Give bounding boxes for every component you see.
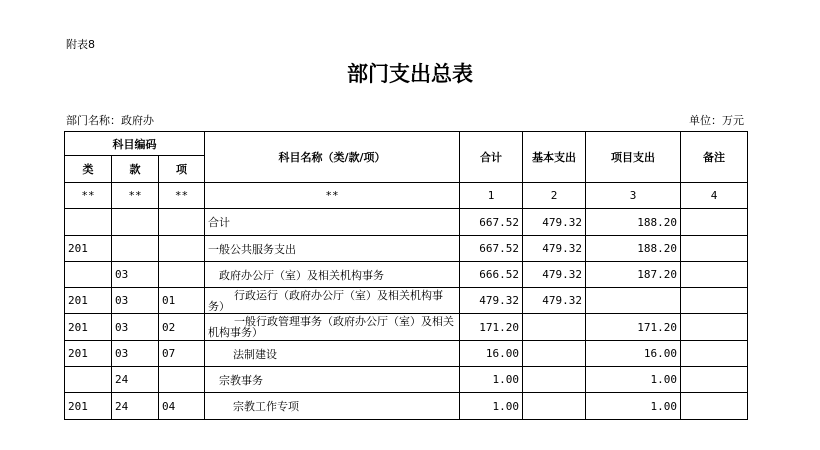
cell-name: 行政运行（政府办公厅（室）及相关机构事务） <box>205 288 460 314</box>
cell-kuan <box>112 236 159 262</box>
cell-basic: 479.32 <box>523 209 586 236</box>
cell-kuan <box>112 209 159 236</box>
cell-lei: 201 <box>65 236 112 262</box>
cell-remark <box>681 262 748 288</box>
cell-name: 政府办公厅（室）及相关机构事务 <box>205 262 460 288</box>
cell-kuan: 03 <box>112 341 159 367</box>
cell-project: 1.00 <box>586 393 681 420</box>
cell-total: 171.20 <box>460 314 523 341</box>
cell-lei: 201 <box>65 288 112 314</box>
cell-lei: 201 <box>65 393 112 420</box>
cell-remark <box>681 393 748 420</box>
cell-lei: 201 <box>65 314 112 341</box>
department-name: 部门名称：政府办 <box>66 114 154 127</box>
table-row <box>65 341 748 367</box>
cell-xiang <box>159 236 205 262</box>
header-project: 项目支出 <box>586 132 681 183</box>
index-cell: 3 <box>586 183 681 209</box>
cell-remark <box>681 314 748 341</box>
cell-basic <box>523 393 586 420</box>
table-row <box>65 209 748 236</box>
cell-kuan: 24 <box>112 393 159 420</box>
index-cell: 4 <box>681 183 748 209</box>
cell-project <box>586 288 681 314</box>
header-total: 合计 <box>460 132 523 183</box>
cell-remark <box>681 288 748 314</box>
cell-name: 一般公共服务支出 <box>205 236 460 262</box>
cell-project: 188.20 <box>586 236 681 262</box>
table-row <box>65 288 748 314</box>
header-name: 科目名称（类/款/项） <box>205 132 460 183</box>
cell-name: 法制建设 <box>205 341 460 367</box>
cell-xiang: 02 <box>159 314 205 341</box>
attachment-label: 附表8 <box>66 38 95 51</box>
table-row <box>65 367 748 393</box>
index-cell: ** <box>159 183 205 209</box>
cell-kuan: 03 <box>112 288 159 314</box>
cell-kuan: 03 <box>112 262 159 288</box>
cell-xiang: 01 <box>159 288 205 314</box>
cell-total: 667.52 <box>460 236 523 262</box>
cell-total: 1.00 <box>460 367 523 393</box>
cell-remark <box>681 367 748 393</box>
index-row <box>65 183 748 209</box>
cell-name: 合计 <box>205 209 460 236</box>
cell-xiang <box>159 262 205 288</box>
cell-remark <box>681 209 748 236</box>
cell-project: 188.20 <box>586 209 681 236</box>
cell-project: 16.00 <box>586 341 681 367</box>
cell-basic: 479.32 <box>523 262 586 288</box>
cell-name: 一般行政管理事务（政府办公厅（室）及相关机构事务） <box>205 314 460 341</box>
table-row <box>65 314 748 341</box>
cell-basic <box>523 367 586 393</box>
cell-lei <box>65 262 112 288</box>
cell-kuan: 03 <box>112 314 159 341</box>
cell-total: 1.00 <box>460 393 523 420</box>
cell-total: 16.00 <box>460 341 523 367</box>
cell-basic: 479.32 <box>523 288 586 314</box>
header-xiang: 项 <box>159 156 205 183</box>
cell-name: 宗教事务 <box>205 367 460 393</box>
cell-total: 667.52 <box>460 209 523 236</box>
header-code-group: 科目编码 <box>65 132 205 156</box>
header-kuan: 款 <box>112 156 159 183</box>
cell-project: 171.20 <box>586 314 681 341</box>
cell-project: 1.00 <box>586 367 681 393</box>
cell-basic: 479.32 <box>523 236 586 262</box>
header-lei: 类 <box>65 156 112 183</box>
expenditure-table <box>64 131 748 420</box>
cell-lei <box>65 209 112 236</box>
cell-xiang <box>159 209 205 236</box>
cell-total: 666.52 <box>460 262 523 288</box>
cell-remark <box>681 236 748 262</box>
index-cell: ** <box>65 183 112 209</box>
header-remark: 备注 <box>681 132 748 183</box>
index-cell: 2 <box>523 183 586 209</box>
header-basic: 基本支出 <box>523 132 586 183</box>
table-row <box>65 393 748 420</box>
cell-total: 479.32 <box>460 288 523 314</box>
cell-xiang: 04 <box>159 393 205 420</box>
cell-lei: 201 <box>65 341 112 367</box>
cell-lei <box>65 367 112 393</box>
cell-remark <box>681 341 748 367</box>
index-cell: ** <box>112 183 159 209</box>
cell-kuan: 24 <box>112 367 159 393</box>
page-title: 部门支出总表 <box>347 61 473 86</box>
unit-label: 单位：万元 <box>689 114 744 127</box>
index-cell: 1 <box>460 183 523 209</box>
cell-basic <box>523 314 586 341</box>
table-row <box>65 236 748 262</box>
cell-xiang: 07 <box>159 341 205 367</box>
cell-name: 宗教工作专项 <box>205 393 460 420</box>
cell-xiang <box>159 367 205 393</box>
table-row <box>65 262 748 288</box>
index-cell: ** <box>205 183 460 209</box>
cell-project: 187.20 <box>586 262 681 288</box>
cell-basic <box>523 341 586 367</box>
